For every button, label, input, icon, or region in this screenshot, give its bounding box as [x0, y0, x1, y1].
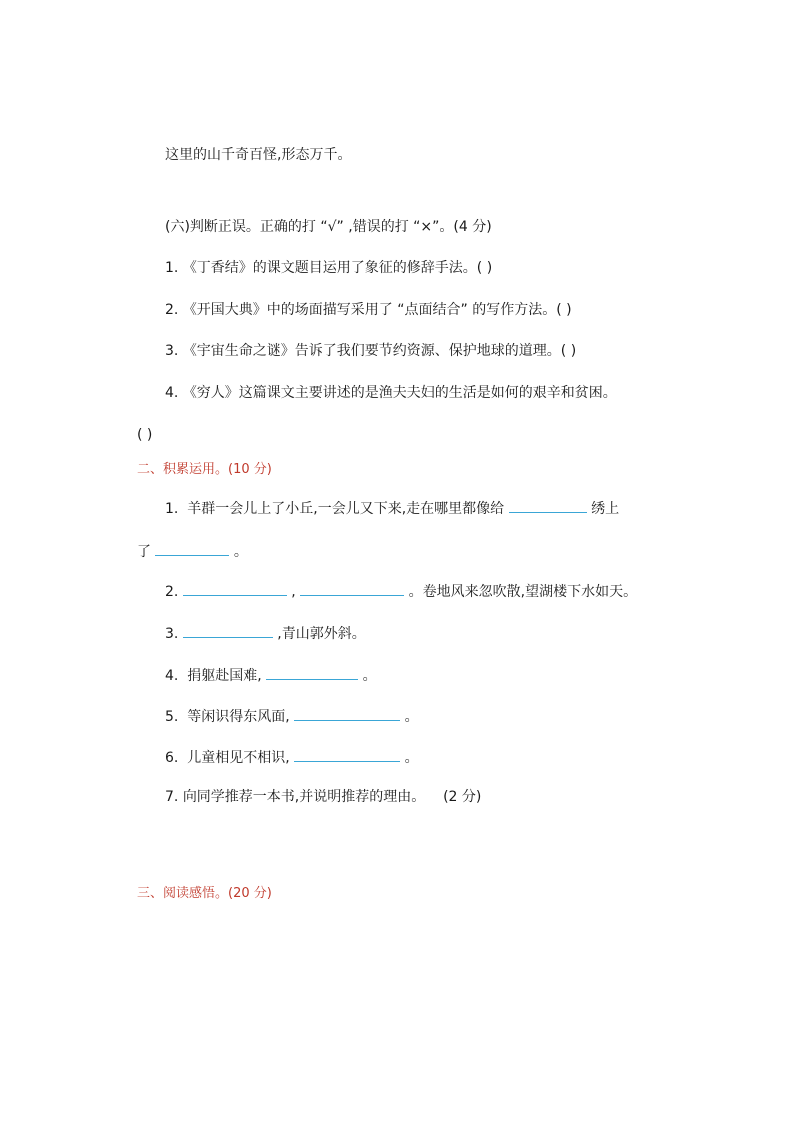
item-text: 《宇宙生命之谜》告诉了我们要节约资源、保护地球的道理。( ) [182, 343, 577, 359]
answer-blank-2b[interactable] [300, 581, 404, 596]
section-6-heading: (六)判断正误。正确的打 “√” ,错误的打 “×”。(4 分) [165, 219, 492, 235]
question-text: 。卷地风来忽吹散,望湖楼下水如天。 [408, 584, 638, 600]
question-end: 。 [404, 750, 419, 766]
question-score: (2 分) [443, 789, 482, 805]
question-text: 了 [137, 544, 151, 560]
question-text: 绣上 [591, 501, 620, 517]
item-number: 2. [165, 584, 179, 600]
item-number: 3. [165, 343, 179, 359]
item-text: 《穷人》这篇课文主要讲述的是渔夫夫妇的生活是如何的艰辛和贫困。 [182, 385, 617, 401]
answer-blank-2a[interactable] [183, 581, 287, 596]
question-text: ,青山郭外斜。 [277, 626, 366, 642]
fill-question-1-continued [137, 541, 248, 561]
item-number: 4. [165, 668, 179, 684]
fill-question-3 [165, 623, 366, 643]
fill-question-4 [165, 665, 377, 685]
item-number: 4. [165, 385, 179, 401]
item-number: 1. [165, 501, 179, 517]
judge-item-1 [165, 259, 492, 277]
item-number: 1. [165, 260, 179, 276]
question-end: 。 [404, 709, 419, 725]
question-text: 向同学推荐一本书,并说明推荐的理由。 [182, 789, 426, 805]
question-end: 。 [233, 544, 248, 560]
intro-sentence: 这里的山千奇百怪,形态万千。 [165, 147, 352, 163]
question-text: 羊群一会儿上了小丘,一会儿又下来,走在哪里都像给 [187, 501, 505, 517]
judge-item-4-answer-paren[interactable]: ( ) [137, 427, 153, 443]
item-text: 《丁香结》的课文题目运用了象征的修辞手法。( ) [182, 260, 493, 276]
part-3-heading: 三、阅读感悟。(20 分) [137, 886, 272, 901]
answer-blank-1b[interactable] [155, 541, 229, 556]
question-text: 等闲识得东风面, [187, 709, 290, 725]
question-7 [165, 788, 481, 806]
item-number: 2. [165, 302, 179, 318]
answer-blank-6[interactable] [294, 747, 400, 762]
fill-question-1 [165, 498, 619, 518]
judge-item-3 [165, 342, 576, 360]
answer-blank-1a[interactable] [509, 498, 587, 513]
answer-blank-5[interactable] [294, 706, 400, 721]
fill-question-2 [165, 581, 637, 601]
question-text: 捐躯赴国难, [187, 668, 262, 684]
part-2-heading: 二、积累运用。(10 分) [137, 462, 272, 477]
item-text: 《开国大典》中的场面描写采用了 “点面结合” 的写作方法。( ) [182, 302, 572, 318]
judge-item-2 [165, 301, 572, 319]
judge-item-4 [165, 384, 617, 402]
question-sep: , [291, 584, 296, 600]
question-end: 。 [362, 668, 377, 684]
item-number: 3. [165, 626, 179, 642]
fill-question-6 [165, 747, 419, 767]
question-text: 儿童相见不相识, [187, 750, 290, 766]
item-number: 7. [165, 789, 179, 805]
answer-blank-3[interactable] [183, 623, 273, 638]
item-number: 6. [165, 750, 179, 766]
answer-blank-4[interactable] [266, 665, 358, 680]
item-number: 5. [165, 709, 179, 725]
fill-question-5 [165, 706, 419, 726]
